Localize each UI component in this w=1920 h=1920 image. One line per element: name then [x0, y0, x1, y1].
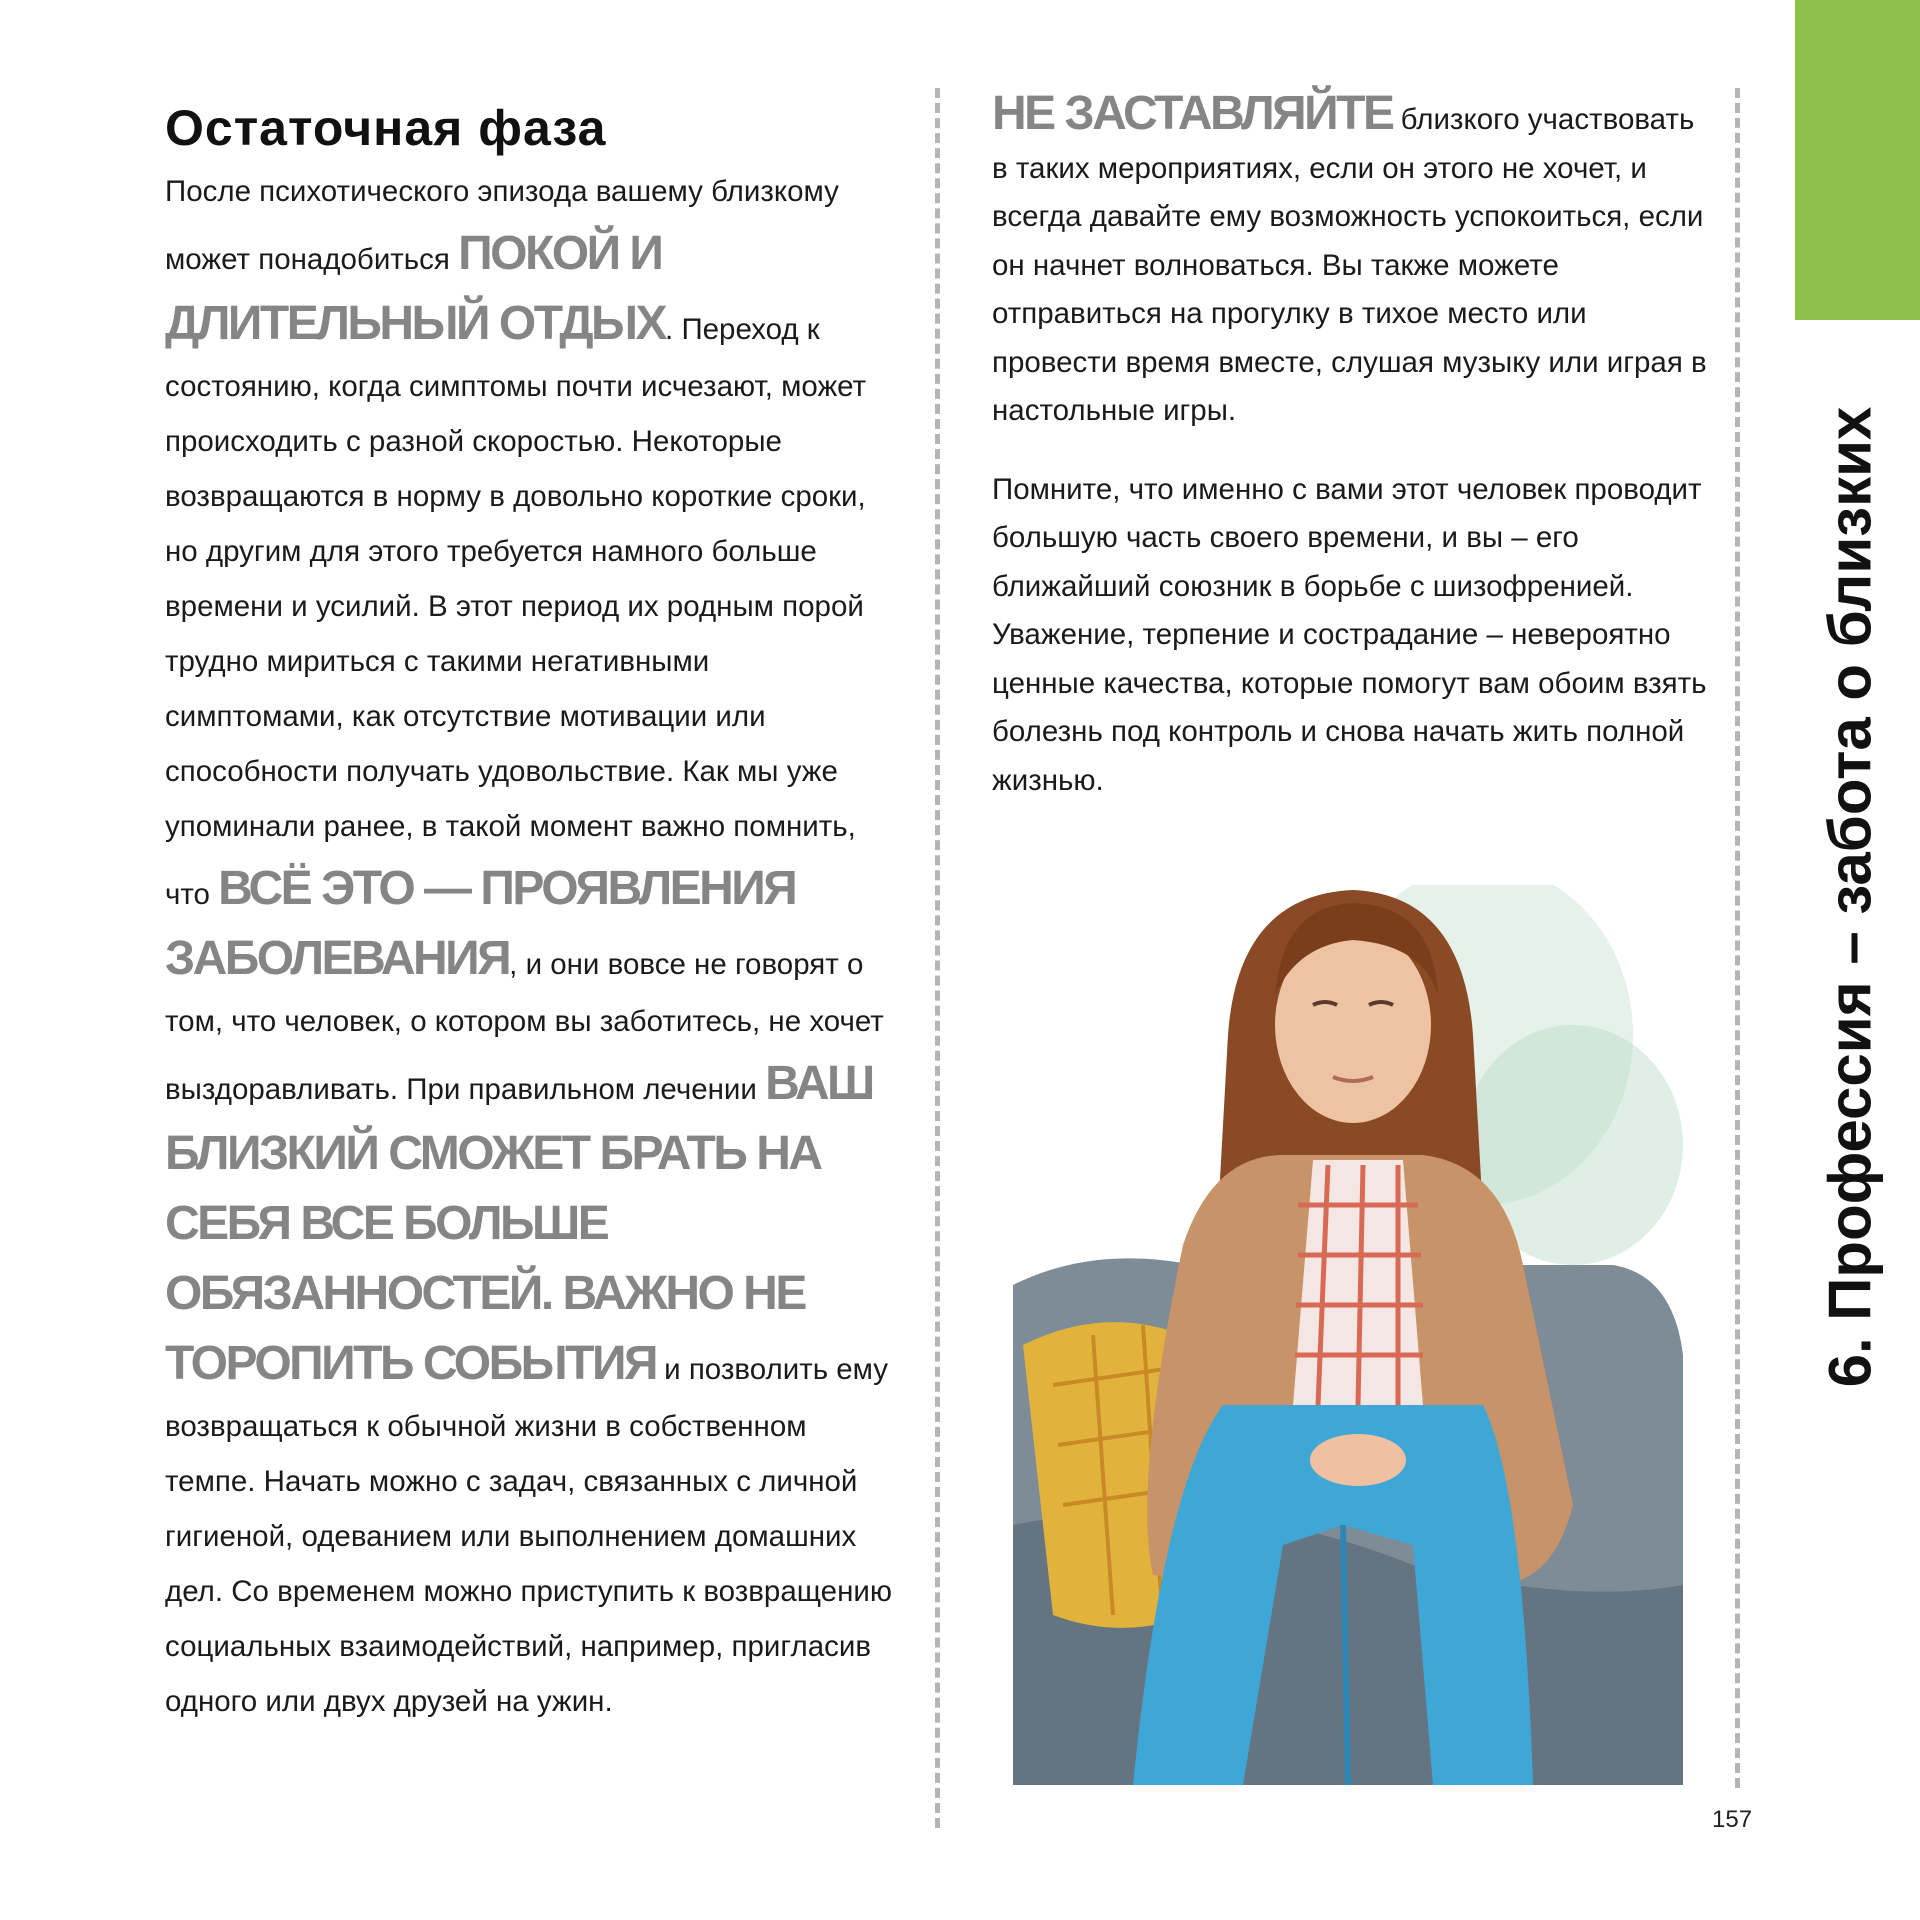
- chapter-color-tab: [1795, 0, 1920, 320]
- text-run: , и они вовсе не говорят о том, что человек, о котором вы заботитесь, не хочет выздоравливать. При правильном лечении: [165, 948, 884, 1106]
- column-divider-right: [1735, 88, 1740, 1788]
- chapter-side-title: 6. Профессия – забота о близких: [1816, 406, 1884, 1388]
- column-divider-left: [935, 88, 940, 1828]
- page-number: 157: [1712, 1806, 1753, 1833]
- text-run: . Переход к состоянию, когда симптомы почти исчезают, может происходить с разной скоростью. Некоторые возвращаются в норму в довольно короткие сроки, но другим для этого требуется намного больше времени и усилий. В этот период их родным порой трудно мириться с такими негативными симптомами, как отсутствие мотивации или способности получать удовольствие. Как мы уже упоминали ранее, в такой момент важно помнить, что: [165, 313, 867, 911]
- text-run: близкого участвовать в таких мероприятиях, если он этого не хочет, и всегда давайте ему возможность успокоиться, если он начнет волноваться. Вы также можете отправиться на прогулку в тихое место или провести время вместе, слушая музыку или играя в настольные игры.: [992, 103, 1707, 427]
- paragraph-right-1: [992, 87, 1712, 436]
- hands: [1310, 1434, 1406, 1486]
- right-column: [992, 87, 1712, 805]
- text-run: После психотического эпизода вашему близкому может понадобиться: [165, 175, 839, 276]
- watercolor-illustration: [1013, 885, 1693, 1785]
- left-column: [165, 98, 895, 1729]
- section-title: Остаточная фаза: [165, 100, 607, 156]
- highlight-symptoms-of-illness: ВСЁ ЭТО — ПРОЯВЛЕНИЯ ЗАБОЛЕВАНИЯ: [165, 862, 796, 985]
- paragraph-right-2: Помните, что именно с вами этот человек проводит большую часть своего времени, и вы – его ближайший союзник в борьбе с шизофренией. Уважение, терпение и сострадание – невероятно ценные качества, которые помогут вам обоим взять болезнь под контроль и снова начать жить полной жизнью.: [992, 472, 1707, 797]
- highlight-dont-force: НЕ ЗАСТАВЛЯЙТЕ: [992, 87, 1393, 140]
- text-run: и позволить ему возвращаться к обычной жизни в собственном темпе. Начать можно с задач, связанных с личной гигиеной, одеванием или выполнением домашних дел. Со временем можно приступить к возвращению социальных взаимодействий, например, пригласив одного или двух друзей на ужин.: [165, 1353, 892, 1718]
- highlight-rest-and-recovery: ПОКОЙ И ДЛИТЕЛЬНЫЙ ОТДЫХ: [165, 227, 666, 350]
- highlight-dont-rush: ВАШ БЛИЗКИЙ СМОЖЕТ БРАТЬ НА СЕБЯ ВСЕ БОЛЬШЕ ОБЯЗАННОСТЕЙ. ВАЖНО НЕ ТОРОПИТЬ СОБЫТИЯ: [165, 1057, 873, 1390]
- paragraph-left: [165, 164, 895, 1729]
